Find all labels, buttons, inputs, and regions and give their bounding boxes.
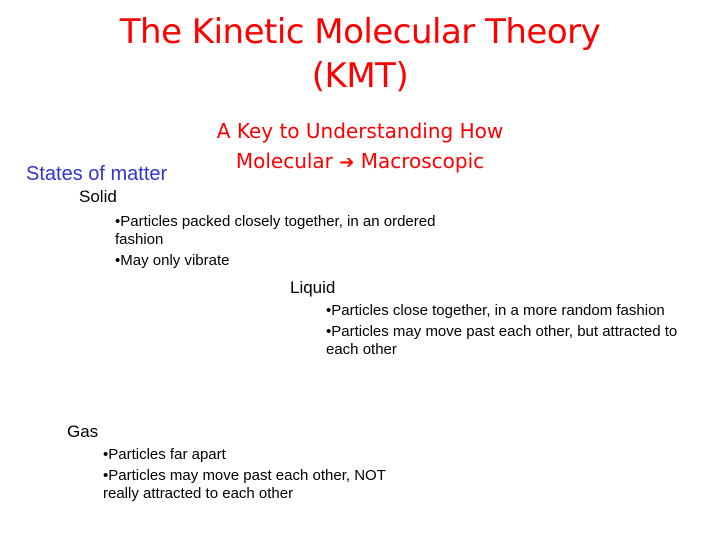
- right-arrow-icon: ➔: [339, 152, 355, 173]
- gas-bullet-1: •Particles far apart: [103, 446, 226, 463]
- states-of-matter-label: States of matter: [26, 163, 168, 185]
- subtitle-molecular: Molecular: [235, 149, 333, 173]
- title-line-1: The Kinetic Molecular Theory: [119, 12, 601, 52]
- subtitle-line-2: [150, 146, 570, 178]
- liquid-bullet-1: •Particles close together, in a more random fashion: [326, 302, 665, 319]
- subtitle-macroscopic: Macroscopic: [360, 149, 485, 173]
- gas-heading: Gas: [67, 422, 99, 441]
- liquid-bullet-list: [326, 302, 681, 362]
- liquid-heading: Liquid: [290, 278, 336, 297]
- gas-bullet-2: •Particles may move past each other, NOT really attracted to each other: [103, 467, 386, 502]
- solid-bullet-1: •Particles packed closely together, in an ordered fashion: [115, 213, 436, 248]
- gas-bullet-list: [103, 446, 388, 506]
- solid-heading: Solid: [79, 187, 117, 206]
- solid-bullet-list: [115, 213, 445, 273]
- subtitle-line-1: A Key to Understanding How: [216, 119, 504, 143]
- page-title: [0, 10, 720, 98]
- title-line-2: (KMT): [311, 56, 409, 96]
- subtitle: [150, 116, 570, 178]
- liquid-bullet-2: •Particles may move past each other, but attracted to each other: [326, 323, 678, 358]
- solid-bullet-2: •May only vibrate: [115, 252, 230, 269]
